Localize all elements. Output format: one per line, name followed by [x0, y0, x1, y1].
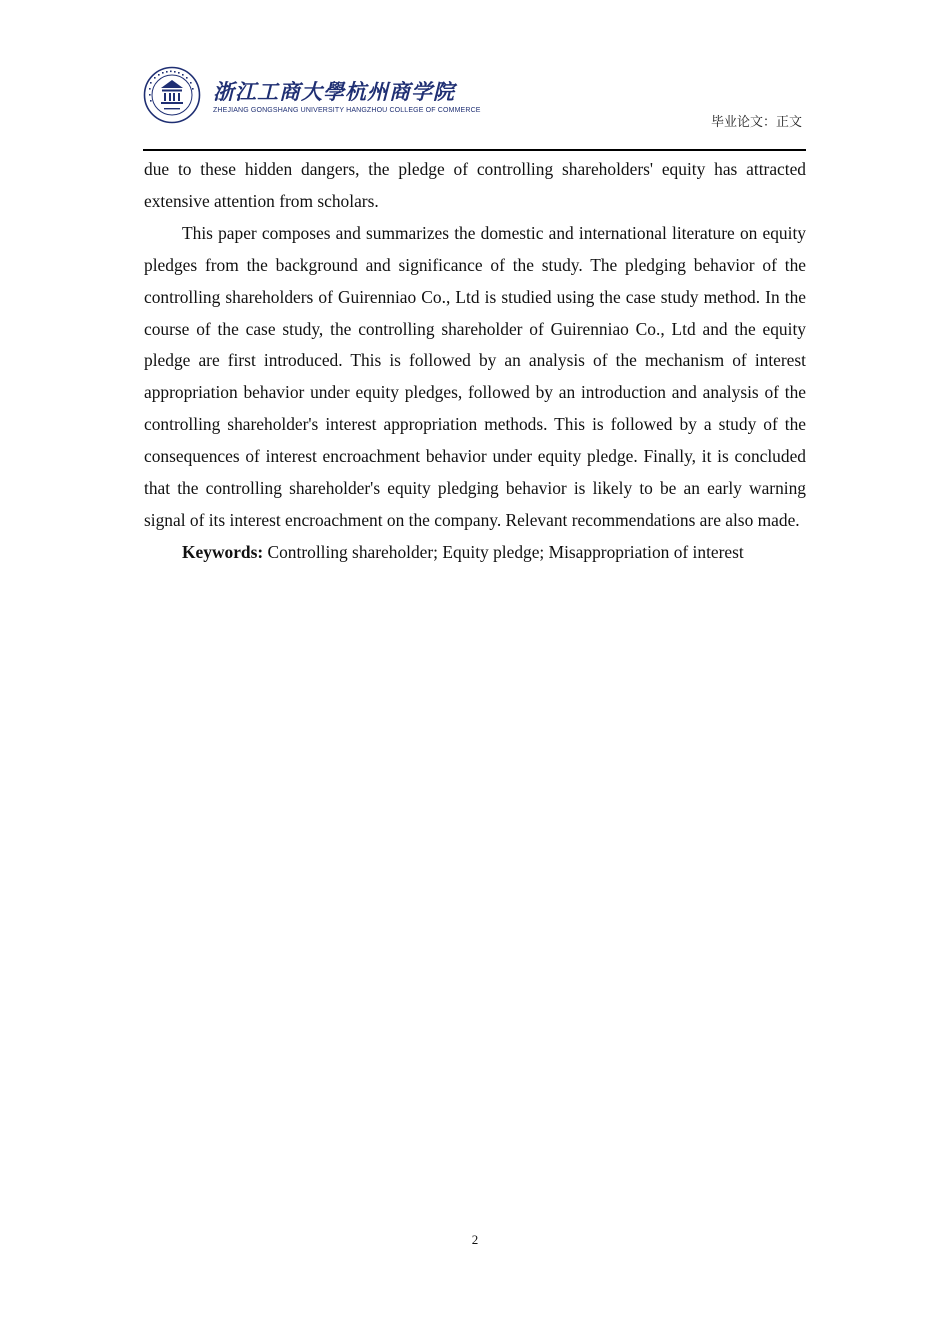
logo-chinese-name: 浙江工商大學杭州商学院 — [213, 79, 455, 104]
keywords-label: Keywords: — [182, 541, 264, 562]
header-divider — [143, 149, 806, 151]
section-label: 毕业论文：正文 — [710, 115, 802, 130]
keywords-list: Controlling shareholder; Equity pledge; Misappropriation of interest — [267, 541, 744, 562]
continuation-paragraph: due to these hidden dangers, the pledge of controlling shareholders' equity has attracted extensive attention from scholars. — [144, 159, 806, 211]
page-header — [143, 66, 806, 152]
abstract-paragraph: This paper composes and summarizes the domestic and international literature on equity pledges from the background and significance of the study. The pledging behavior of the controlling shareholders of Guirenniao Co., Ltd is studied using the case study method. In the course of the case study, the controlling shareholder of Guirenniao Co., Ltd and the equity pledge are first introduced. This is followed by an analysis of the mechanism of interest appropriation behavior under equity pledges, followed by an introduction and analysis of the controlling shareholder's interest appropriation methods. This is followed by a study of the consequences of interest encroachment behavior under equity pledge. Finally, it is concluded that the controlling shareholder's equity pledging behavior is likely to be an early warning signal of its interest encroachment on the company. Relevant recommendations are also made. — [144, 222, 806, 530]
page-body — [144, 154, 806, 569]
keywords-line — [144, 537, 806, 569]
logo-english-name: ZHEJIANG GONGSHANG UNIVERSITY HANGZHOU COLLEGE OF COMMERCE — [213, 107, 481, 114]
page-number: 2 — [471, 1232, 479, 1247]
university-name-logo — [213, 76, 481, 114]
university-seal-logo — [143, 66, 201, 124]
